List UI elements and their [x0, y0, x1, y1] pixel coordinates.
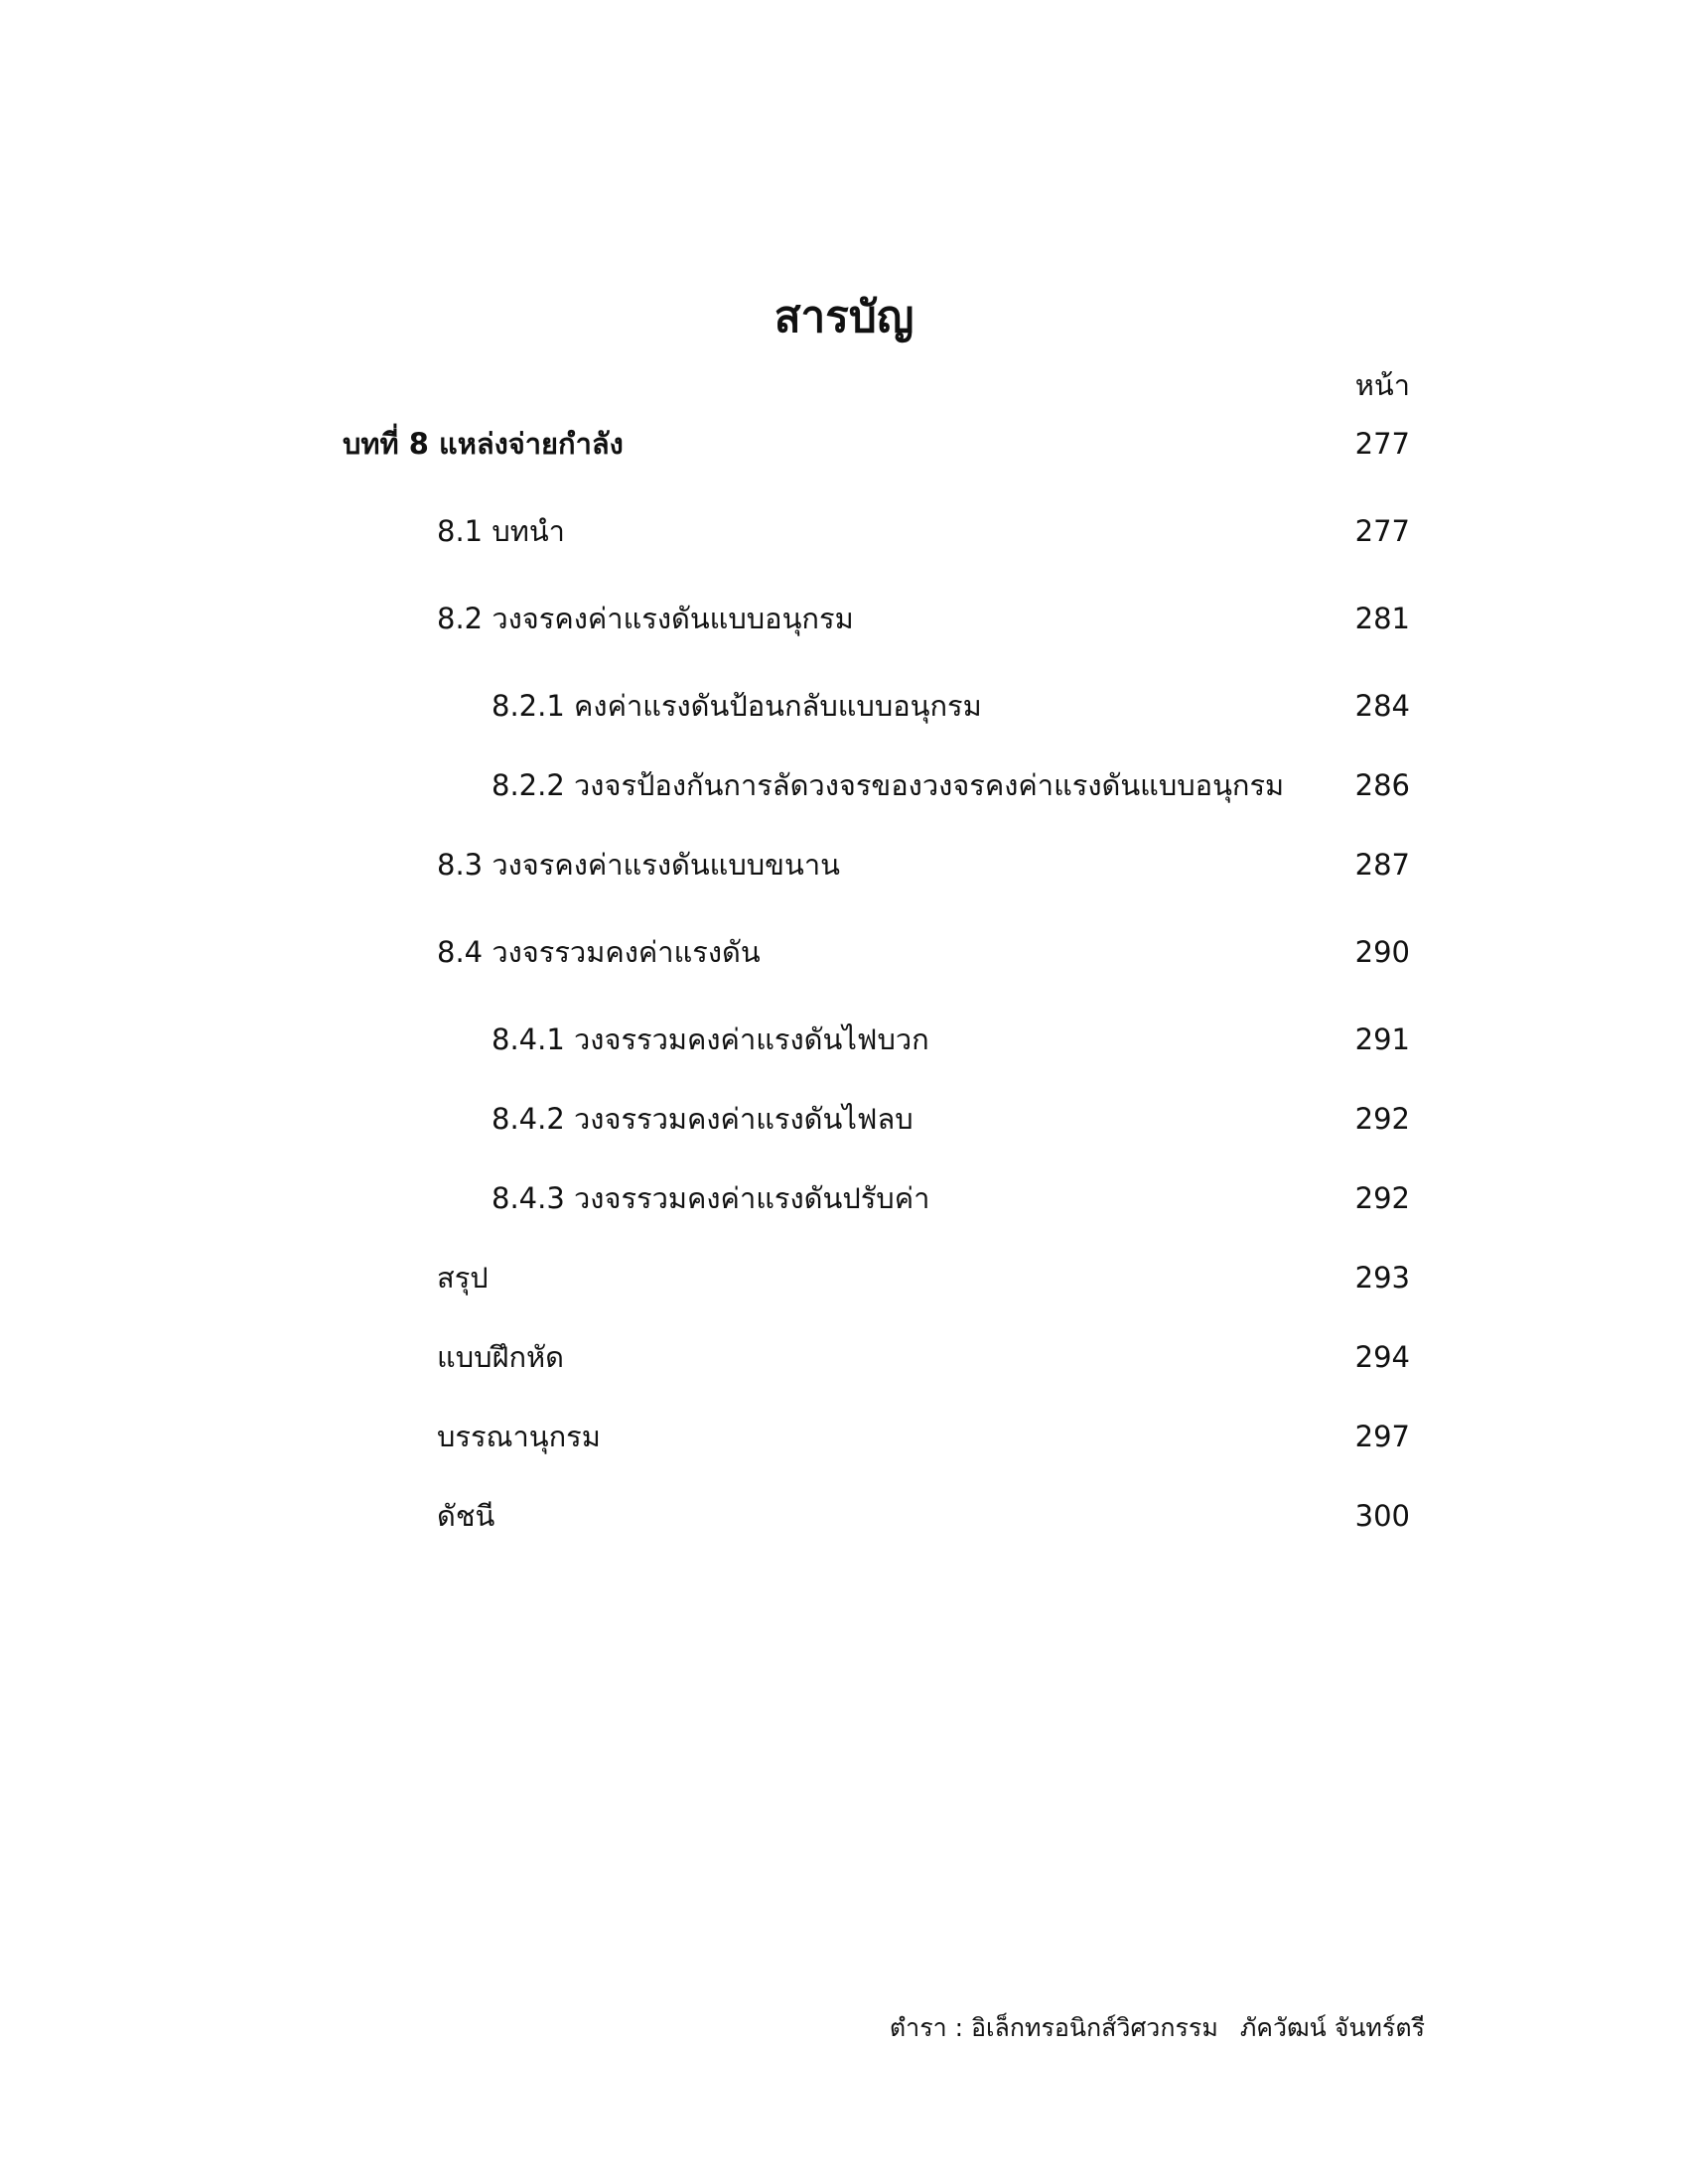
toc-section-8-2[interactable] [0, 597, 1688, 640]
toc-chapter-8[interactable] [0, 422, 1688, 466]
toc-label: สรุป [437, 1261, 489, 1295]
toc-section-8-3[interactable] [0, 843, 1688, 887]
toc-label: 8.1 บทนำ [437, 514, 565, 548]
toc-label: บรรณานุกรม [437, 1420, 601, 1453]
toc-page-number: 292 [1354, 1181, 1410, 1215]
toc-page-number: 300 [1354, 1499, 1410, 1533]
toc-page-number: 277 [1354, 514, 1410, 548]
toc-label: 8.2.1 คงค่าแรงดันป้อนกลับแบบอนุกรม [492, 689, 982, 723]
footer-book-title: ตำรา : อิเล็กทรอนิกส์วิศวกรรม [889, 2013, 1218, 2042]
toc-page-number: 284 [1354, 689, 1410, 723]
toc-page-number: 293 [1354, 1261, 1410, 1295]
toc-label: 8.4 วงจรรวมคงค่าแรงดัน [437, 935, 761, 969]
toc-label: 8.2.2 วงจรป้องกันการลัดวงจรของวงจรคงค่าแรงดันแบบอนุกรม [492, 768, 1285, 802]
toc-page-number: 290 [1354, 935, 1410, 969]
toc-summary[interactable] [0, 1256, 1688, 1299]
toc-label: ดัชนี [437, 1499, 495, 1533]
toc-section-8-4-3[interactable] [0, 1176, 1688, 1220]
toc-label: 8.4.3 วงจรรวมคงค่าแรงดันปรับค่า [492, 1181, 930, 1215]
toc-page-number: 294 [1354, 1340, 1410, 1374]
toc-bibliography[interactable] [0, 1415, 1688, 1458]
toc-exercises[interactable] [0, 1335, 1688, 1379]
toc-section-8-2-1[interactable] [0, 684, 1688, 728]
toc-page-number: 277 [1354, 427, 1410, 461]
toc-section-8-4-1[interactable] [0, 1018, 1688, 1061]
toc-label: 8.3 วงจรคงค่าแรงดันแบบขนาน [437, 848, 840, 882]
toc-label: 8.4.2 วงจรรวมคงค่าแรงดันไฟลบ [492, 1102, 914, 1136]
toc-section-8-2-2[interactable] [0, 763, 1688, 807]
page-title: สารบัญ [774, 292, 914, 342]
toc-section-8-1[interactable] [0, 509, 1688, 553]
toc-page-number: 292 [1354, 1102, 1410, 1136]
toc-page-number: 286 [1354, 768, 1410, 802]
page-footer [695, 2010, 1425, 2046]
toc-label: 8.4.1 วงจรรวมคงค่าแรงดันไฟบวก [492, 1023, 929, 1056]
toc-section-8-4-2[interactable] [0, 1097, 1688, 1141]
toc-page-number: 287 [1354, 848, 1410, 882]
toc-page-number: 297 [1354, 1420, 1410, 1453]
toc-label: แบบฝึกหัด [437, 1340, 565, 1374]
page-column-header: หน้า [1354, 368, 1410, 402]
toc-index[interactable] [0, 1494, 1688, 1538]
toc-section-8-4[interactable] [0, 930, 1688, 974]
toc-label: 8.2 วงจรคงค่าแรงดันแบบอนุกรม [437, 602, 854, 635]
footer-author: ภัควัฒน์ จันทร์ตรี [1239, 2013, 1425, 2042]
toc-page-number: 291 [1354, 1023, 1410, 1056]
toc-label: บทที่ 8 แหล่งจ่ายกำลัง [343, 427, 624, 461]
toc-page-number: 281 [1354, 602, 1410, 635]
